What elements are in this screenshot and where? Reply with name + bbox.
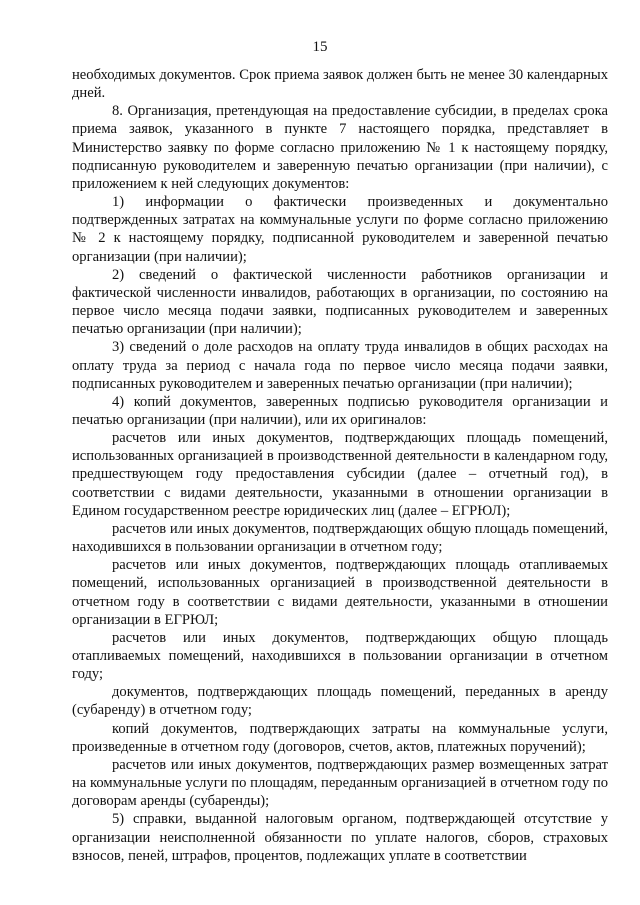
paragraph: 2) сведений о фактической численности работников организации и фактической численности инвалидов, работающих в организации, по состоянию на первое число месяца подачи заявки, подписанных руководителем и заверенных печатью организации (при наличии); xyxy=(72,266,608,338)
paragraph: 1) информации о фактически произведенных и документально подтвержденных затратах на коммунальные услуги по форме согласно приложению № 2 к настоящему порядку, подписанной руководителем и заверенной печатью организации (при наличии); xyxy=(72,194,608,265)
paragraph: 3) сведений о доле расходов на оплату труда инвалидов в общих расходах на оплату труда за период с начала года по первое число месяца подачи заявки, подписанных руководителем и заверенных печатью организации (при наличии); xyxy=(72,339,608,392)
paragraph: 8. Организация, претендующая на предоставление субсидии, в пределах срока приема заявок, указанного в пункте 7 настоящего порядка, представляет в Министерство заявку по форме согласно приложению № 1 к настоящему порядку, подписанную руководителем и заверенную печатью организации (при наличии), с приложением к ней следующих документов: xyxy=(72,103,608,192)
paragraph: расчетов или иных документов, подтверждающих площадь отапливаемых помещений, использованных организацией в производственной деятельности в отчетном году в соответствии с видами деятельности, указанными в отношении организации в ЕГРЮЛ; xyxy=(72,557,608,628)
paragraph: 5) справки, выданной налоговым органом, подтверждающей отсутствие у организации неисполненной обязанности по уплате налогов, сборов, страховых взносов, пеней, штрафов, процентов, подлежащих уплате в соответствии xyxy=(72,811,608,864)
paragraph: расчетов или иных документов, подтверждающих площадь помещений, использованных организацией в производственной деятельности в календарном году, предшествующем году предоставления субсидии (далее – отчетный год), в соответствии с видами деятельности, указанными в отношении организации в Едином государственном реестре юридических лиц (далее – ЕГРЮЛ); xyxy=(72,430,608,519)
paragraph: необходимых документов. Срок приема заявок должен быть не менее 30 календарных дней. xyxy=(72,67,608,102)
paragraph: расчетов или иных документов, подтверждающих общую площадь помещений, находившихся в пользовании организации в отчетном году; xyxy=(72,520,608,556)
paragraph: расчетов или иных документов, подтверждающих размер возмещенных затрат на коммунальные услуги по площадям, переданным организацией в отчетном году по договорам аренды (субаренды); xyxy=(72,756,608,810)
paragraph: 4) копий документов, заверенных подписью руководителя организации и печатью организации (при наличии), или их оригиналов: xyxy=(72,393,608,428)
paragraph: расчетов или иных документов, подтверждающих общую площадь отапливаемых помещений, находившихся в пользовании организации в отчетном году; xyxy=(72,629,608,683)
page-number: 15 xyxy=(312,39,328,55)
paragraph: документов, подтверждающих площадь помещений, переданных в аренду (субаренду) в отчетном году; xyxy=(72,684,608,719)
document-body xyxy=(72,66,608,865)
paragraph: копий документов, подтверждающих затраты на коммунальные услуги, произведенные в отчетном году (договоров, счетов, актов, платежных поручений); xyxy=(72,720,608,755)
